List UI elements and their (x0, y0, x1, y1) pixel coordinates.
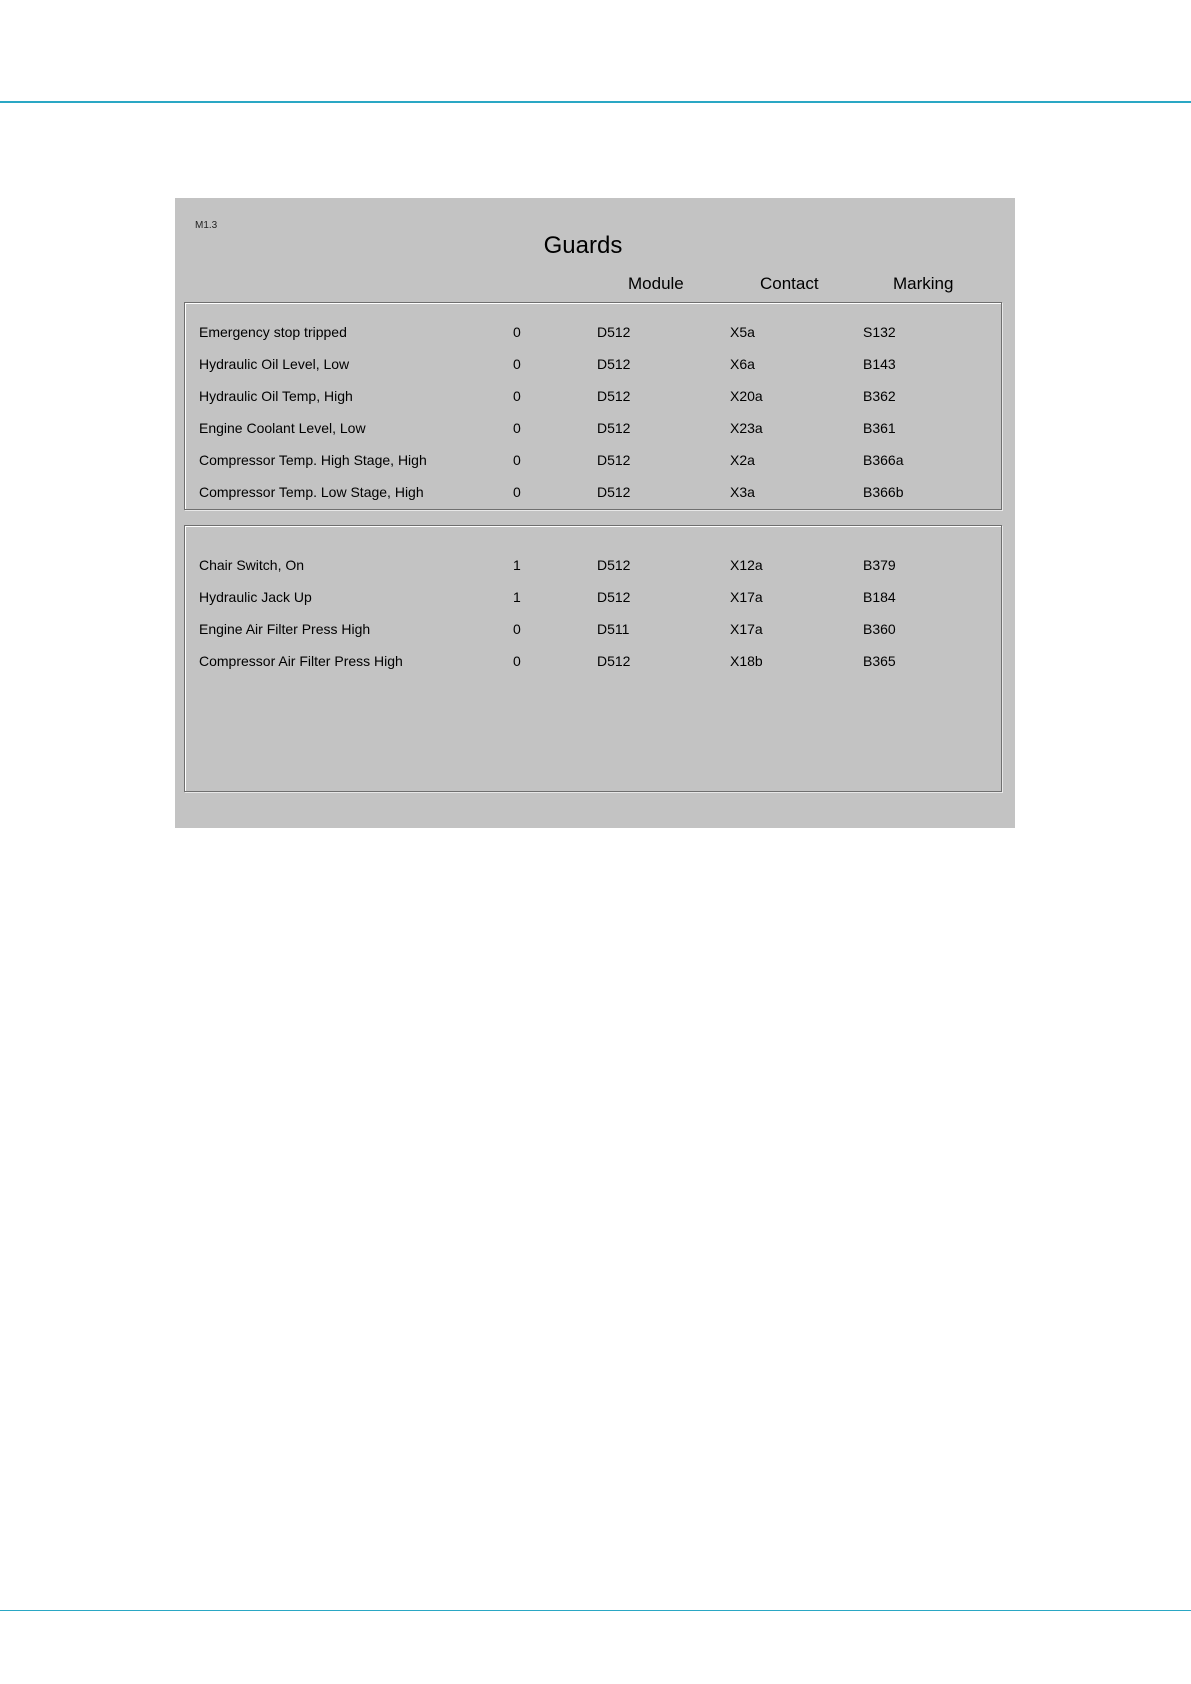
row-contact: X17a (730, 621, 763, 637)
row-marking: B184 (863, 589, 896, 605)
row-marking: B365 (863, 653, 896, 669)
table-row (185, 621, 1001, 645)
table-row (185, 653, 1001, 677)
top-divider (0, 101, 1191, 103)
bottom-divider (0, 1610, 1191, 1611)
row-state: 1 (513, 589, 521, 605)
row-module: D512 (597, 484, 631, 500)
row-module: D512 (597, 557, 631, 573)
row-module: D512 (597, 356, 631, 372)
row-state: 0 (513, 484, 521, 500)
row-contact: X23a (730, 420, 763, 436)
row-marking: B143 (863, 356, 896, 372)
table-row (185, 324, 1001, 348)
row-label: Hydraulic Oil Level, Low (199, 356, 350, 372)
table-row (185, 452, 1001, 476)
table-row (185, 484, 1001, 508)
table-row (185, 557, 1001, 581)
table-row (185, 356, 1001, 380)
row-label: Engine Coolant Level, Low (199, 420, 366, 436)
row-marking: B361 (863, 420, 896, 436)
row-module: D511 (597, 621, 630, 637)
row-label: Emergency stop tripped (199, 324, 347, 340)
row-module: D512 (597, 388, 631, 404)
row-label: Hydraulic Oil Temp, High (199, 388, 353, 404)
row-module: D512 (597, 452, 631, 468)
row-state: 1 (513, 557, 521, 573)
table-row (185, 388, 1001, 412)
screen-id: M1.3 (195, 220, 218, 231)
row-contact: X2a (730, 452, 755, 468)
row-state: 0 (513, 420, 521, 436)
row-marking: B366a (863, 452, 904, 468)
row-module: D512 (597, 653, 631, 669)
guards-group-secondary (184, 525, 1002, 792)
row-contact: X6a (730, 356, 755, 372)
row-state: 0 (513, 621, 521, 637)
row-state: 0 (513, 324, 521, 340)
row-label: Compressor Temp. High Stage, High (199, 452, 427, 468)
row-state: 0 (513, 356, 521, 372)
row-contact: X18b (730, 653, 763, 669)
row-marking: B362 (863, 388, 896, 404)
page-title: Guards (543, 232, 623, 259)
guards-group-primary (184, 302, 1002, 510)
row-contact: X12a (730, 557, 763, 573)
row-contact: X20a (730, 388, 763, 404)
column-header-module: Module (628, 274, 684, 293)
row-contact: X5a (730, 324, 755, 340)
table-row (185, 589, 1001, 613)
row-contact: X3a (730, 484, 755, 500)
row-state: 0 (513, 388, 521, 404)
row-marking: B360 (863, 621, 896, 637)
row-state: 0 (513, 452, 521, 468)
column-header-marking: Marking (893, 274, 954, 293)
row-module: D512 (597, 589, 631, 605)
table-row (185, 420, 1001, 444)
row-label: Chair Switch, On (199, 557, 305, 573)
row-marking: B379 (863, 557, 896, 573)
row-label: Engine Air Filter Press High (199, 621, 371, 637)
row-marking: B366b (863, 484, 904, 500)
row-module: D512 (597, 324, 631, 340)
row-state: 0 (513, 653, 521, 669)
row-label: Hydraulic Jack Up (199, 589, 312, 605)
row-module: D512 (597, 420, 631, 436)
column-header-contact: Contact (760, 274, 819, 293)
row-label: Compressor Temp. Low Stage, High (199, 484, 424, 500)
row-marking: S132 (863, 324, 896, 340)
row-label: Compressor Air Filter Press High (199, 653, 403, 669)
row-contact: X17a (730, 589, 763, 605)
guards-screen-panel (175, 198, 1015, 828)
